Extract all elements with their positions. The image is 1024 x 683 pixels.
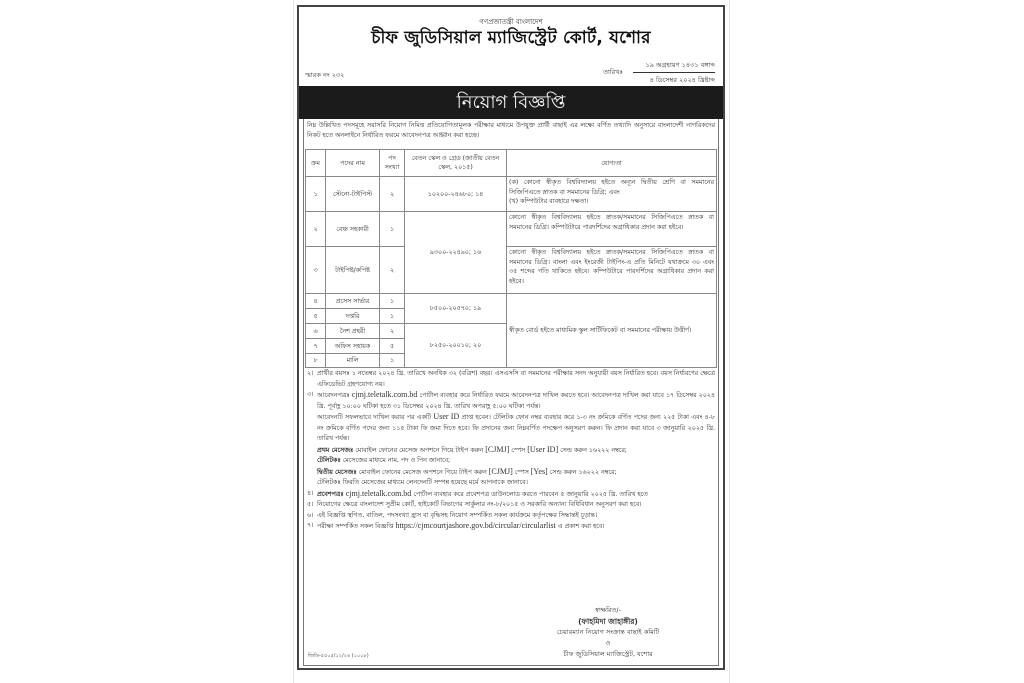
cell-post-count: ১ xyxy=(380,354,405,368)
second-message-text: মোবাইল ফোনের মেসেজ অপশনে গিয়ে টাইপ করুন xyxy=(358,468,487,476)
header-pay-scale: বেতন স্কেল ও গ্রেড (জাতীয় বেতন স্কেল, ২০১৫) xyxy=(405,150,507,177)
fee-text-a: আবেদনটি সফলভাবে দাখিল করার পর একটি xyxy=(317,414,432,421)
first-message-space: স্পেস xyxy=(511,446,526,454)
cell-post-name: নৈশ প্রহরী xyxy=(326,324,380,339)
posts-table xyxy=(305,149,717,368)
note-authority xyxy=(307,511,715,522)
cell-post-count: ১ xyxy=(380,212,405,247)
teletalk-label: টেলিটকঃ xyxy=(317,457,341,464)
note-number: ৬। xyxy=(307,511,314,519)
page-edge-left xyxy=(293,0,294,683)
cell-pay-scale: ৮২৫০-২০০১০; ২০ xyxy=(405,324,507,368)
cell-serial: ১ xyxy=(306,177,326,212)
table-row xyxy=(306,212,717,247)
note-text: নিয়োগের ক্ষেত্রে বাংলাদেশ সুপ্রীম কোর্ট, হাইকোর্ট বিভাগের সার্কুলার নং-৮/২০১৫ ও সরকারি অন্যান্য বিধিবিধান অনুসরণ করা হবে। xyxy=(317,501,642,508)
notice-banner: নিয়োগ বিজ্ঞপ্তি xyxy=(299,86,723,119)
cell-post-count: ১ xyxy=(380,294,405,309)
cell-post-name: বেঞ্চ সহকারী xyxy=(326,212,380,247)
header-serial: ক্রম xyxy=(306,150,326,177)
circular-text-b: এ প্রকাশ করা হবে। xyxy=(557,523,605,530)
note-circular xyxy=(307,521,715,533)
first-message-code: [CJMJ] xyxy=(485,444,510,454)
second-message-send: সেন্ড করুন ১৬২২২ নম্বরে; xyxy=(549,468,617,476)
cell-post-count: ৫ xyxy=(380,339,405,354)
cell-qualification: কোনো স্বীকৃত বিশ্ববিদ্যালয় হইতে স্নাতক/সমমানের সিজিপিএতে স্নাতক বা সমমানের ডিগ্রি। বাংলা এবং ইংরেজী টাইপিং-এ প্রতি মিনিটে যথাক্রমে ৩০ এবং ৩৫ শব্দের গতি থাকিতে হইবে। কম্পিউটারে পারদর্শিদের অগ্রাধিকার প্রদান করা হইবে। xyxy=(507,247,717,294)
note-text: প্রার্থীর বয়সঃ ১ নভেম্বর ২০২৪ খ্রি. তারিখে অনধিক ৩২ (বত্রিশ) বছর। এসএসসি বা সমমানের পরীক্ষার সনদ অনুযায়ী বয়স নির্ধারিত হবে। বয়স নির্ধারণের ক্ষেত্রে এফিডেভিট গ্রহণযোগ্য নয়। xyxy=(317,370,715,388)
first-message-text: মোবাইল ফোনের মেসেজ অপশনে গিয়ে টাইপ করুন xyxy=(355,446,484,454)
note-number: ৭। xyxy=(307,522,314,529)
note-number: ৩। xyxy=(307,391,314,398)
court-title: চীফ জুডিসিয়াল ম্যাজিস্ট্রেট কোর্ট, যশোর xyxy=(371,28,651,48)
application-label: আবেদনপত্রঃ xyxy=(317,392,350,399)
signatory-and: ও xyxy=(605,639,611,647)
note-age xyxy=(307,369,715,390)
memo-number: স্মারক নং ২৩২ xyxy=(305,71,345,79)
cell-post-name: স্টেনো-টাইপিস্ট xyxy=(326,177,380,212)
admit-card-portal-link[interactable]: cjmj.teletalk.com.bd xyxy=(345,488,412,498)
cell-post-name: টাইপিষ্ট/কপিষ্ট xyxy=(326,247,380,294)
cell-qualification xyxy=(507,177,717,212)
cell-pay-scale: ৯৩০০-২২৪৯০; ১৬ xyxy=(405,212,507,294)
cell-qualification: কোনো স্বীকৃত বিশ্ববিদ্যালয় হইতে স্নাতক/সমমানের সিজিপিএতে স্নাতক বা সমমানের ডিগ্রি। কম্পিউটারে পারদর্শিদের অগ্রাধিকার প্রদান করা হইবে। xyxy=(507,212,717,247)
header-post-count: পদ সংখ্যা xyxy=(380,150,405,177)
intro-paragraph: নিম্ন উল্লিখিত পদসমূহে সরাসরি নিয়োগ নিমিত্ত প্রতিযোগিতামূলক পরীক্ষার মাধ্যমে উপযুক্ত প্রার্থী বাছাই এর লক্ষ্যে বর্ণিত তথ্যাদি অনুসারে বাংলাদেশী নাগরিকদের নিকট হতে অনলাইনে নির্ধারিত ফরমে আবেদনপত্র আহ্বান করা হচ্ছে। xyxy=(307,122,715,139)
qualification-b: (খ) কম্পিউটার ব্যবহারে দক্ষতা। xyxy=(509,198,589,205)
second-message-yes: [Yes] xyxy=(530,466,548,476)
note-text: এই বিজ্ঞপ্তি স্থগিত, বাতিল, পদসংখ্যা হ্রাস বা বৃদ্ধিসহ নিয়োগ সম্পর্কিত সকল কার্যক্রমে কর্তৃপক্ষের সিদ্ধান্তই চূড়ান্ত। xyxy=(317,511,598,519)
note-rules xyxy=(307,500,715,511)
signatory-name: (ফাহমিদা জাহাঙ্গীর) xyxy=(578,617,638,626)
cell-post-count: ২ xyxy=(380,177,405,212)
note-number: ৪। xyxy=(307,489,314,497)
cell-post-count: ২ xyxy=(380,247,405,294)
cell-serial: ৬ xyxy=(306,324,326,339)
cell-post-name: মালি xyxy=(326,354,380,368)
signatory-title-1: চেয়ারম্যান নিয়োগ সংক্রান্ত বাছাই কমিটি xyxy=(556,628,660,636)
first-message-send: সেন্ড করুন ১৬২২২ নম্বরে; xyxy=(560,446,627,454)
notice-body xyxy=(303,119,719,666)
fee-text-b: প্রাপ্ত হবেন। টেলিটক ফোন নম্বর ব্যবহার করে ১-৩ নং ক্রমিকে বর্ণিত পদের জন্য ২২৫ টাকা এবং ৪-৮ নং ক্রমিকে বর্ণিত পদের জন্য ১১৫ টাকা ফি জমা দিতে হবে। ফি প্রদানের জন্য নিম্নবর্ণিত পদক্ষেপ অনুসরণ করুন। ফি প্রদান করা যাবে ৩ জানুয়ারি ২০২৫ খ্রি. তারিখ পর্যন্ত। xyxy=(317,414,716,442)
date-divider xyxy=(633,72,715,73)
second-message-code: [CJMJ] xyxy=(488,466,513,476)
cell-serial: ২ xyxy=(306,212,326,247)
cell-post-count: ১ xyxy=(380,309,405,324)
teletalk-confirmation: টেলিটকঃ ফিরতি মেসেজের মাধ্যমে লেনদেনটি সম্পন্ন হয়েছে মর্মে আপনাকে জানাবে। xyxy=(317,479,528,486)
signed-label: স্বাক্ষরিত/- xyxy=(595,606,621,614)
table-row xyxy=(306,247,717,294)
date-bangla: ১৯ অগ্রহায়ণ ১৪৩১ বঙ্গাব্দ xyxy=(645,61,715,69)
first-message-label: প্রথম মেসেজঃ xyxy=(317,446,354,454)
header-qualification: যোগ্যতা xyxy=(507,150,717,177)
cell-serial: ৮ xyxy=(306,354,326,368)
note-admit-card xyxy=(307,489,715,501)
table-row xyxy=(306,294,717,309)
note-number: ৫। xyxy=(307,501,314,508)
application-portal-link[interactable]: cjmj.teletalk.com.bd xyxy=(351,390,418,399)
second-message-label: দ্বিতীয় মেসেজঃ xyxy=(317,468,357,476)
government-heading: গণপ্রজাতন্ত্রী বাংলাদেশ xyxy=(479,18,543,26)
table-header-row xyxy=(306,150,717,177)
notes-section xyxy=(307,369,715,533)
cell-post-name: অফিস সহায়ক xyxy=(326,339,380,354)
circular-text-a: পরীক্ষা সম্পর্কিত সকল বিজ্ঞপ্তি xyxy=(317,523,394,530)
cell-qualification: স্বীকৃত বোর্ড হইতে মাধ্যমিক স্কুল সার্টিফিকেট বা সমমানের পরীক্ষায় উত্তীর্ণ। xyxy=(507,294,717,368)
header-post-name: পদের নাম xyxy=(326,150,380,177)
footer-code: জিডি-৫৫০৫/১২/২৪ (১০০৮) xyxy=(308,653,369,659)
notice-document xyxy=(297,5,725,670)
cell-post-name: প্রসেস সার্ভার xyxy=(326,294,380,309)
date-label: তারিখঃ xyxy=(603,68,623,76)
second-message-space: স্পেস xyxy=(514,468,529,476)
cell-serial: ৭ xyxy=(306,339,326,354)
first-message-userid: [User ID] xyxy=(527,444,559,454)
circular-url-link[interactable]: https://cjmcourtjashore.gov.bd/circular/circularlist xyxy=(395,521,556,530)
cell-serial: ৩ xyxy=(306,247,326,294)
cell-post-name: দপ্তরি xyxy=(326,309,380,324)
signature-block xyxy=(518,605,698,660)
note-number: ২। xyxy=(307,370,314,377)
date-gregorian: ৪ ডিসেম্বর ২০২৪ খ্রিষ্টাব্দ xyxy=(649,76,715,84)
qualification-a: (ক) কোনো স্বীকৃত বিশ্ববিদ্যালয় হইতে অন্যূন দ্বিতীয় শ্রেণি বা সমমানের সিজিপিএতে স্নাতক বা সমমানের ডিগ্রি; এবং xyxy=(509,179,714,196)
cell-pay-scale: ১০২০০-২৪৬৮০; ১৪ xyxy=(405,177,507,212)
cell-pay-scale: ৮৫০০-২০৫৭০; ১৯ xyxy=(405,294,507,324)
signatory-title-2: চীফ জুডিসিয়াল ম্যাজিস্ট্রেট, যশোর xyxy=(563,650,653,658)
user-id-label: User ID xyxy=(433,412,460,421)
admit-card-text: পোর্টাল ব্যবহার করে প্রবেশপত্র ডাউনলোড করতে পারবেন ৫ জানুয়ারি ২০২৫ খ্রি. তারিখ হতে xyxy=(413,490,648,498)
cell-serial: ৫ xyxy=(306,309,326,324)
admit-card-label: প্রবেশপত্রঃ xyxy=(317,490,344,498)
note-application xyxy=(307,390,715,489)
table-row xyxy=(306,177,717,212)
cell-post-count: ২ xyxy=(380,324,405,339)
page-edge-right xyxy=(729,0,730,683)
application-text: পোর্টাল ব্যবহার করে নির্ধারিত ফরমে আবেদনপত্র দাখিল করতে হবে। আবেদনপত্র দাখিল করা যাবে ১৭ ডিসেম্বর ২০২৪ খ্রি. পূর্বাহ্ণ ১০:০০ ঘটিকা হতে ৩১ ডিসেম্বর ২০২৪ খ্রি. তারিখ অপরাহ্ণ ৫:০০ ঘটিকা পর্যন্ত। xyxy=(317,392,715,410)
teletalk-text: মেসেজের মাধ্যমে নাম, পদ ও পিন জানাবে; xyxy=(342,457,451,464)
cell-serial: ৪ xyxy=(306,294,326,309)
